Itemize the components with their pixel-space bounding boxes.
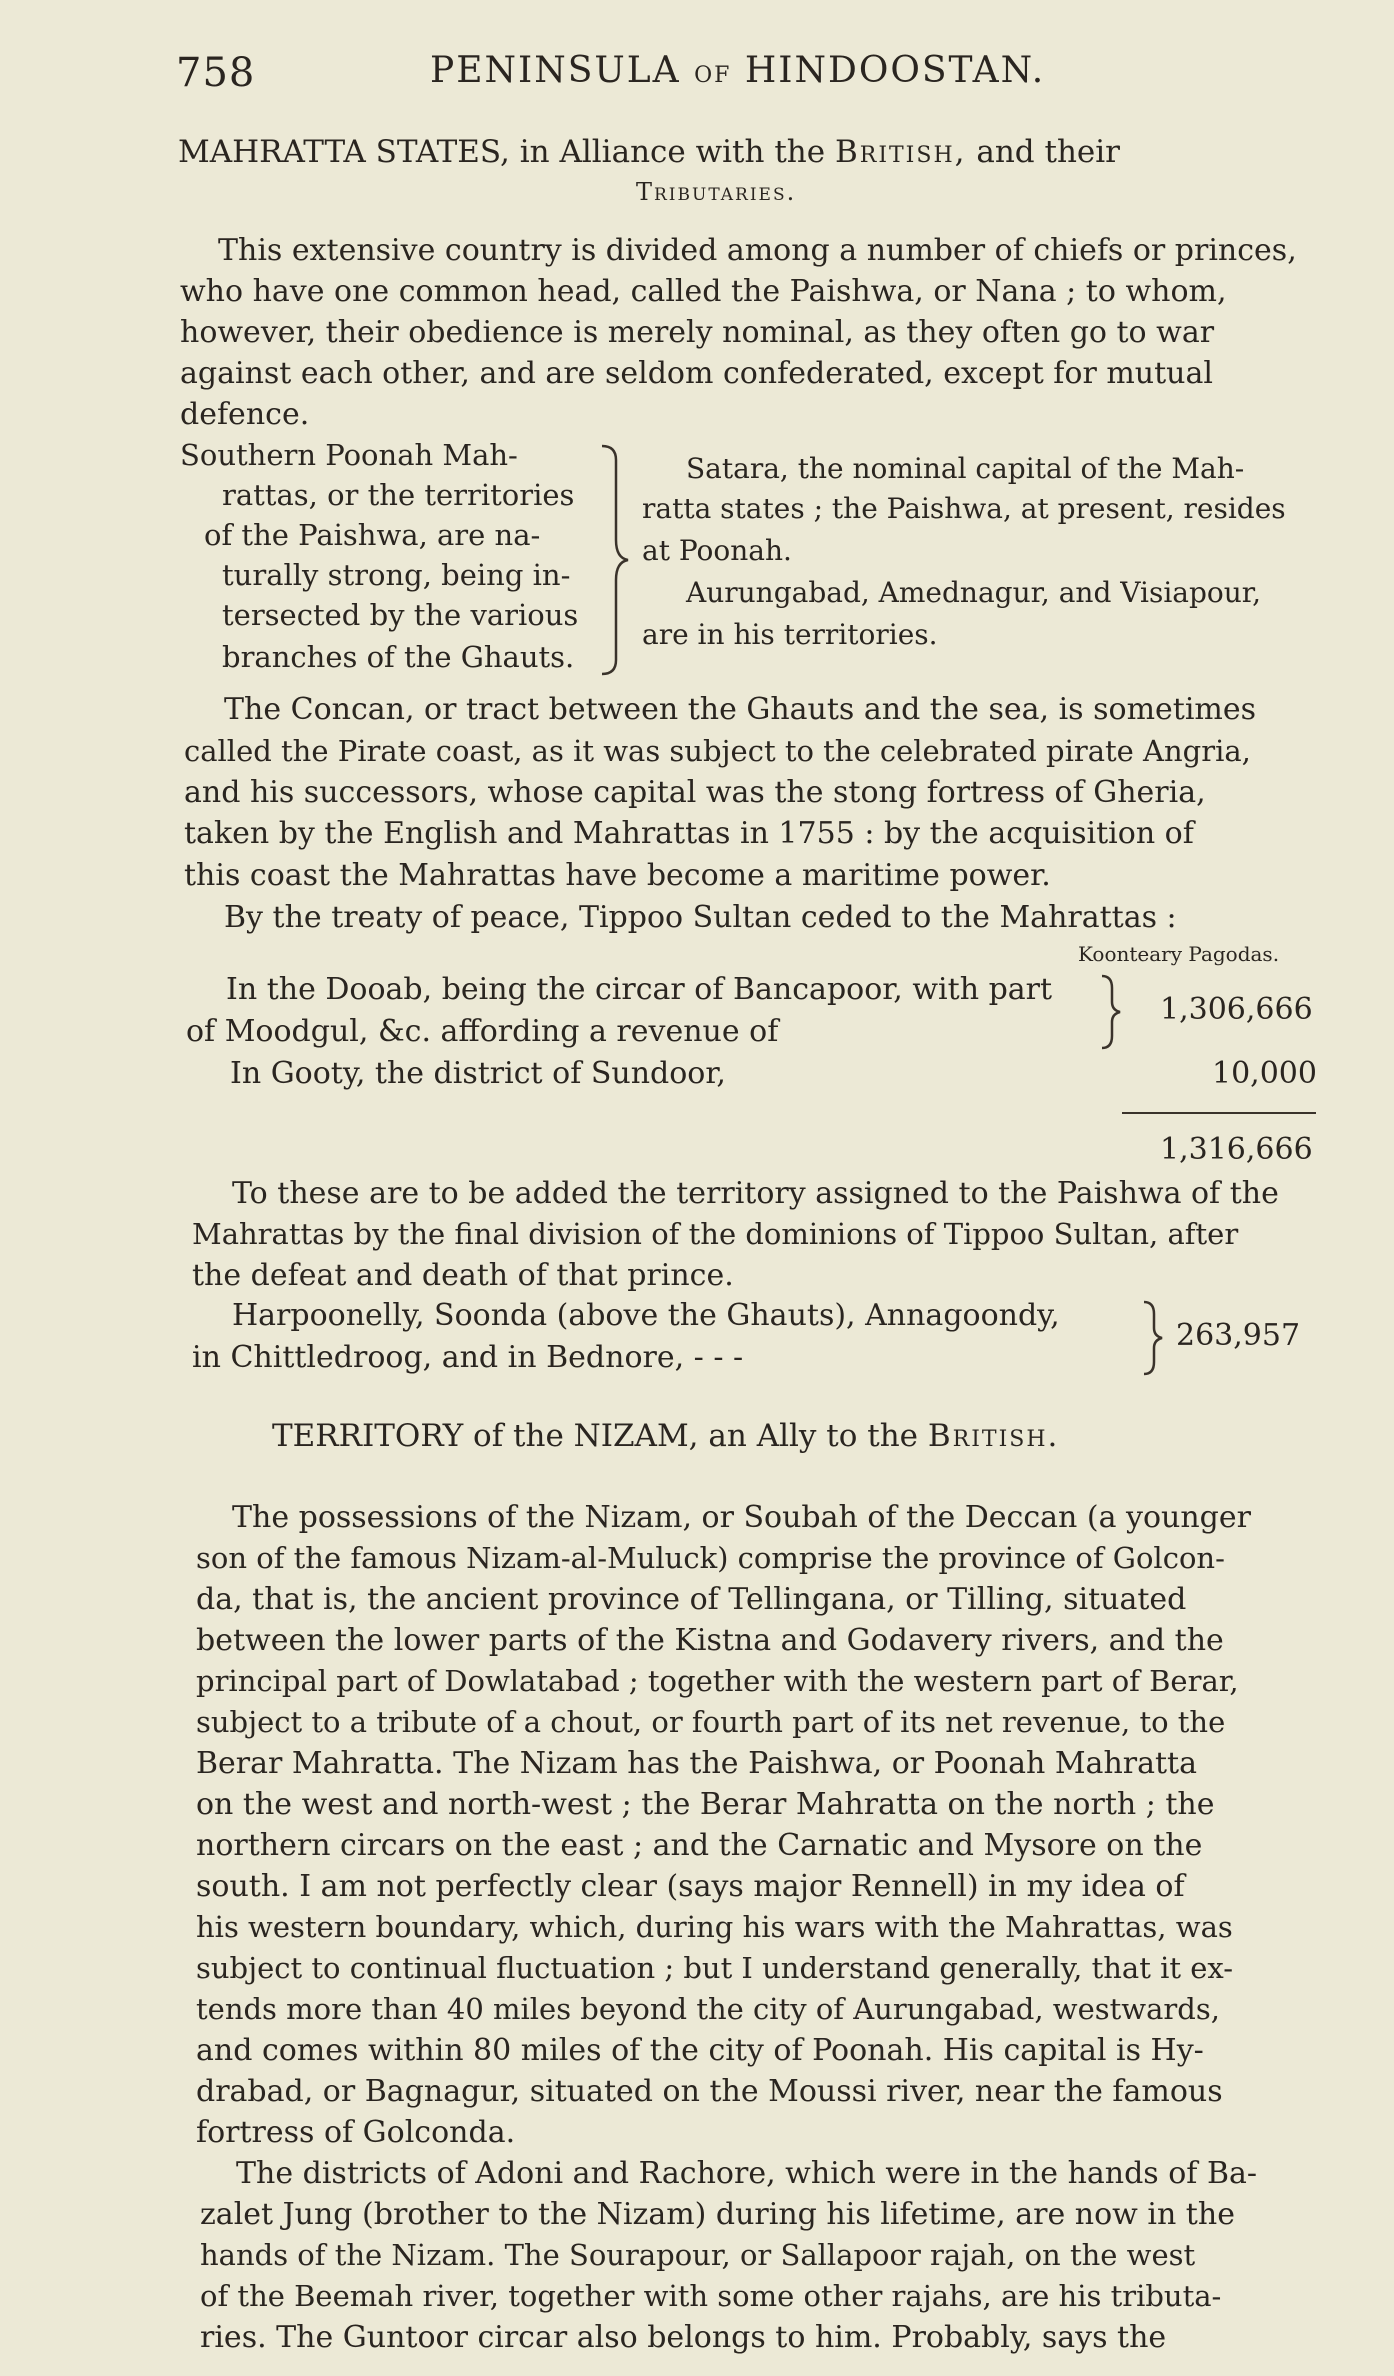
right-col-line: Satara, the nominal capital of the Mah- bbox=[686, 452, 1245, 485]
paragraph-line: this coast the Mahrattas have become a maritime power. bbox=[184, 858, 1051, 893]
paragraph-line: tends more than 40 miles beyond the city of Aurungabad, westwards, bbox=[196, 1992, 1220, 2026]
pagodas-column-label: Koonteary Pagodas. bbox=[1078, 942, 1280, 966]
heading-british: British, bbox=[834, 134, 967, 170]
left-col-line: tersected by the various bbox=[222, 598, 579, 632]
ledger-line: In the Dooab, being the circar of Bancapoor, with part bbox=[226, 972, 1053, 1007]
paragraph-line: ries. The Guntoor circar also belongs to him. Probably, says the bbox=[200, 2320, 1167, 2355]
heading-and-text: and their bbox=[976, 134, 1120, 170]
ledger-total: 1,316,666 bbox=[1160, 1132, 1313, 1167]
paragraph-line: zalet Jung (brother to the Nizam) during his lifetime, are now in the bbox=[200, 2197, 1235, 2232]
paragraph-line: who have one common head, called the Paishwa, or Nana ; to whom, bbox=[180, 274, 1227, 309]
paragraph-line: on the west and north-west ; the Berar Mahratta on the north ; the bbox=[196, 1787, 1215, 1822]
right-brace-icon bbox=[598, 440, 632, 680]
paragraph-line: hands of the Nizam. The Sourapour, or Sallapoor rajah, on the west bbox=[200, 2238, 1196, 2272]
paragraph-line: defence. bbox=[180, 397, 310, 432]
page-number: 758 bbox=[176, 50, 256, 96]
left-col-line: of the Paishwa, are na- bbox=[204, 518, 541, 552]
heading-british: British. bbox=[927, 1418, 1060, 1454]
paragraph-line: principal part of Dowlatabad ; together with the western part of Berar, bbox=[196, 1664, 1239, 1698]
paragraph-line: By the treaty of peace, Tippoo Sultan ceded to the Mahrattas : bbox=[224, 900, 1177, 935]
paragraph-line: against each other, and are seldom confederated, except for mutual bbox=[180, 356, 1213, 391]
paragraph-line: fortress of Golconda. bbox=[196, 2115, 516, 2150]
paragraph-line: and comes within 80 miles of the city of Poonah. His capital is Hy- bbox=[196, 2033, 1204, 2068]
section-heading-tributaries: Tributaries. bbox=[636, 178, 797, 206]
paragraph-line: The Concan, or tract between the Ghauts and the sea, is sometimes bbox=[224, 692, 1257, 727]
running-title-part2: HINDOOSTAN. bbox=[744, 50, 1046, 91]
paragraph-line: south. I am not perfectly clear (says major Rennell) in my idea of bbox=[196, 1869, 1185, 1904]
right-col-line: Aurungabad, Amednagur, and Visiapour, bbox=[686, 576, 1261, 609]
paragraph-line: northern circars on the east ; and the Carnatic and Mysore on the bbox=[196, 1828, 1203, 1863]
ledger-amount: 263,957 bbox=[1176, 1318, 1301, 1353]
heading-main-text: TERRITORY of the NIZAM, an Ally to the bbox=[272, 1418, 919, 1454]
paragraph-line: The districts of Adoni and Rachore, which were in the hands of Ba- bbox=[236, 2156, 1258, 2191]
paragraph-line: taken by the English and Mahrattas in 1755 : by the acquisition of bbox=[184, 816, 1194, 851]
right-col-line: ratta states ; the Paishwa, at present, resides bbox=[642, 492, 1286, 525]
paragraph-line: Mahrattas by the final division of the dominions of Tippoo Sultan, after bbox=[192, 1217, 1239, 1251]
paragraph-line: between the lower parts of the Kistna and Godavery rivers, and the bbox=[196, 1623, 1224, 1658]
ledger-brace-icon bbox=[1098, 972, 1124, 1052]
paragraph-line: called the Pirate coast, as it was subject to the celebrated pirate Angria, bbox=[184, 734, 1251, 768]
ledger-line: in Chittledroog, and in Bednore, - - - bbox=[192, 1340, 744, 1375]
paragraph-line: Berar Mahratta. The Nizam has the Paishwa, or Poonah Mahratta bbox=[196, 1746, 1197, 1781]
ledger-amount: 1,306,666 bbox=[1160, 992, 1313, 1027]
paragraph-line: da, that is, the ancient province of Tellingana, or Tilling, situated bbox=[196, 1582, 1187, 1617]
running-title bbox=[430, 50, 1045, 91]
paragraph-line: son of the famous Nizam-al-Muluck) comprise the province of Golcon- bbox=[196, 1541, 1225, 1575]
paragraph-line: drabad, or Bagnagur, situated on the Moussi river, near the famous bbox=[196, 2074, 1223, 2109]
paragraph-line: however, their obedience is merely nominal, as they often go to war bbox=[180, 315, 1215, 350]
left-col-line: branches of the Ghauts. bbox=[222, 640, 575, 674]
section-heading-mahratta bbox=[178, 134, 1120, 170]
paragraph-line: the defeat and death of that prince. bbox=[192, 1258, 734, 1293]
heading-main-text: MAHRATTA STATES, in Alliance with the bbox=[178, 134, 826, 170]
ledger-line: of Moodgul, &c. affording a revenue of bbox=[186, 1014, 779, 1049]
running-title-part1: PENINSULA bbox=[430, 50, 681, 91]
ledger-amount: 10,000 bbox=[1212, 1056, 1317, 1091]
running-title-of: OF bbox=[694, 63, 732, 88]
paragraph-line: and his successors, whose capital was the stong fortress of Gheria, bbox=[184, 775, 1206, 810]
paragraph-line: This extensive country is divided among a number of chiefs or princes, bbox=[218, 233, 1297, 268]
paragraph-line: subject to a tribute of a chout, or fourth part of its net revenue, to the bbox=[196, 1705, 1226, 1739]
section-heading-nizam bbox=[272, 1418, 1059, 1454]
paragraph-line: his western boundary, which, during his wars with the Mahrattas, was bbox=[196, 1910, 1233, 1944]
left-col-line: rattas, or the territories bbox=[222, 478, 575, 512]
right-col-line: at Poonah. bbox=[642, 534, 792, 567]
paragraph-line: of the Beemah river, together with some other rajahs, are his tributa- bbox=[200, 2279, 1222, 2313]
paragraph-line: The possessions of the Nizam, or Soubah of the Deccan (a younger bbox=[232, 1500, 1251, 1535]
ledger-line: Harpoonelly, Soonda (above the Ghauts), Annagoondy, bbox=[232, 1298, 1060, 1333]
ledger-brace-icon bbox=[1140, 1298, 1166, 1378]
ledger-line: In Gooty, the district of Sundoor, bbox=[230, 1056, 726, 1091]
right-col-line: are in his territories. bbox=[642, 618, 938, 651]
left-col-line: Southern Poonah Mah- bbox=[180, 438, 518, 472]
sum-rule bbox=[1122, 1112, 1316, 1114]
left-col-line: turally strong, being in- bbox=[222, 558, 571, 592]
paragraph-line: subject to continual fluctuation ; but I understand generally, that it ex- bbox=[196, 1951, 1234, 1985]
paragraph-line: To these are to be added the territory assigned to the Paishwa of the bbox=[232, 1176, 1279, 1211]
